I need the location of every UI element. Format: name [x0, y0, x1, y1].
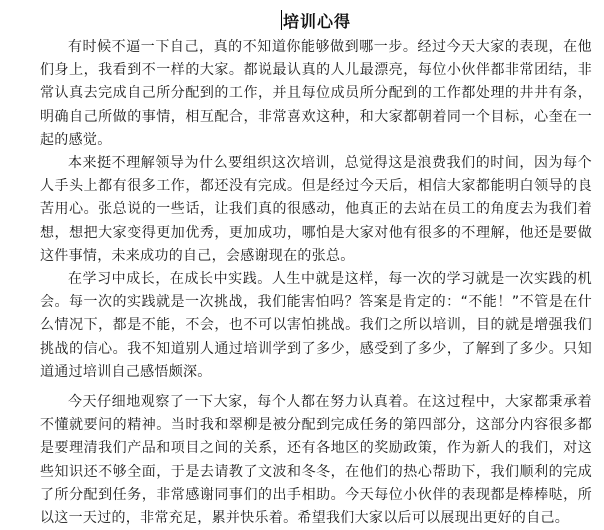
document-body — [40, 6, 592, 530]
title-row — [40, 6, 592, 34]
paragraph-3: 在学习中成长，在成长中实践。人生中就是这样，每一次的学习就是一次实践的机会。每一次的实践就是一次挑战，我们能害怕吗？答案是肯定的：“不能！”不管是在什么情况下，都是不能，不会，也不可以害怕挑战。我们之所以培训，目的就是增强我们挑战的信心。我不知道别人通过培训学到了多少，感受到了多少，了解到了多少。只知道通过培训自己感悟颇深。 — [40, 271, 592, 380]
text-cursor — [281, 10, 282, 30]
paragraph-1: 有时候不逼一下自己，真的不知道你能够做到哪一步。经过今天大家的表现，在他们身上，我看到不一样的大家。都说最认真的人儿最漂亮，每位小伙伴都非常团结，非常认真去完成自己所分配到的工作，并且每位成员所分配到的工作都处理的井井有条，明确自己所做的事情，相互配合，非常喜欢这种，和大家都朝着同一个目标，心奎在一起的感觉。 — [40, 39, 592, 148]
paragraph-2: 本来挺不理解领导为什么要组织这次培训，总觉得这是浪费我们的时间，因为每个人手头上都有很多工作，都还没有完成。但是经过今天后，相信大家都能明白领导的良苦用心。张总说的一些话，让我们真的很感动，他真正的去站在员工的角度去为我们着想，想把大家变得更加优秀，更加成功，哪怕是大家对他有很多的不理解，他还是要做这件事情，未来成功的自己，会感谢现在的张总。 — [40, 155, 592, 264]
document-title: 培训心得 — [282, 11, 351, 31]
paragraph-4: 今天仔细地观察了一下大家，每个人都在努力认真着。在这过程中，大家都秉承着不懂就要问的精神。当时我和翠柳是被分配到完成任务的第四部分，这部分内容很多都是要理清我们产品和项目之间的关系，还有各地区的奖励政策，作为新人的我们，对这些知识还不够全面，于是去请教了文波和冬冬，在他们的热心帮助下，我们顺利的完成了所分配到任务，非常感谢同事们的出手相助。今天每位小伙伴的表现都是棒棒哒，所以这一天过的，非常充足，累并快乐着。希望我们大家以后可以展现出更好的自己。 — [40, 394, 592, 527]
